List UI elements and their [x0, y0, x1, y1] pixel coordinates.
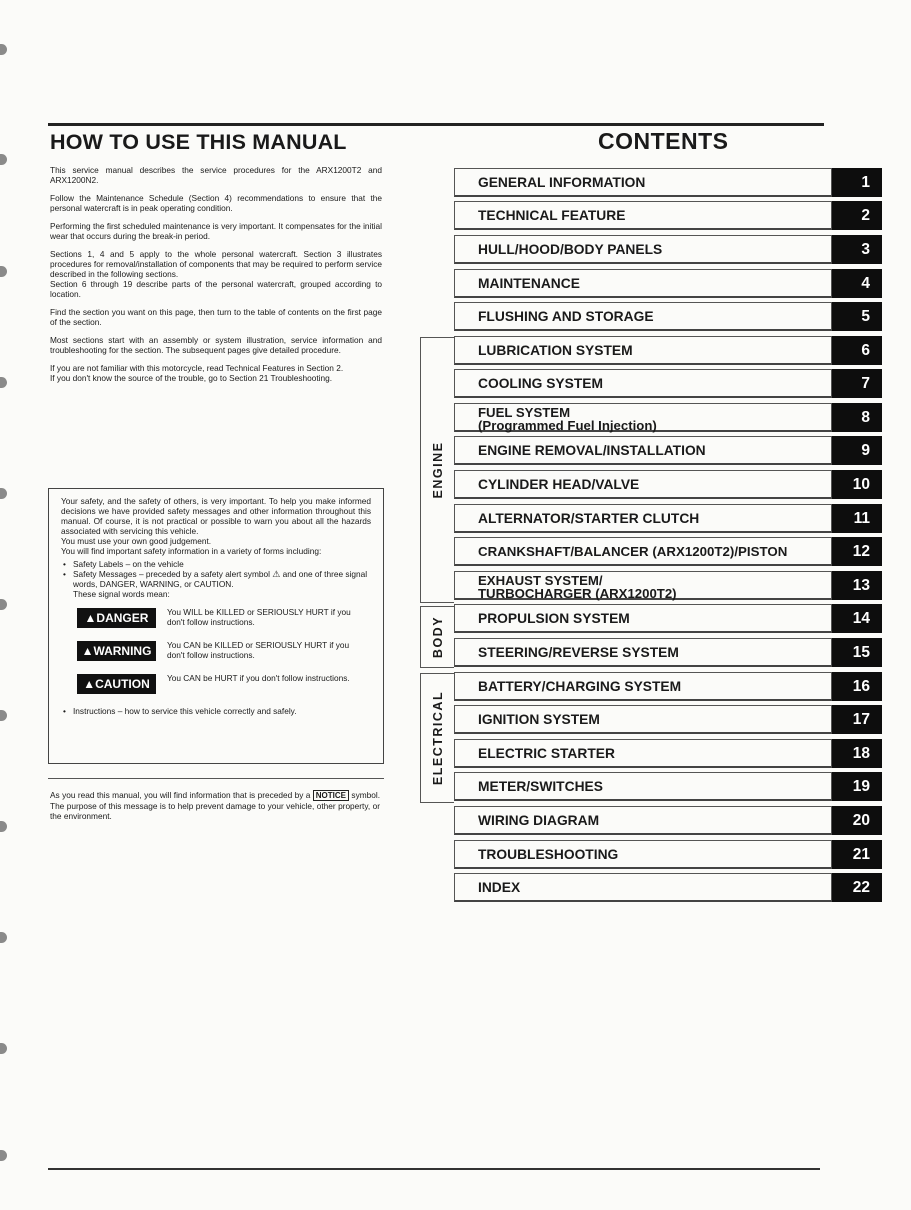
toc-title: INDEX [478, 880, 521, 895]
group-engine [420, 337, 454, 603]
paragraph: Performing the first scheduled maintenance is very important. It compensates for the initial wear that occurs during the break-in period. [50, 221, 382, 241]
toc-title: MAINTENANCE [478, 276, 580, 291]
toc-title: LUBRICATION SYSTEM [478, 343, 633, 358]
paragraph: Most sections start with an assembly or system illustration, service information and troubleshooting for the section. The subsequent pages give detailed procedure. [50, 335, 382, 355]
contents-title: CONTENTS [598, 128, 729, 154]
toc-number-tab: 11 [832, 504, 882, 533]
toc-item[interactable] [454, 638, 882, 667]
binder-hole-mark [0, 932, 7, 943]
toc-number-tab: 9 [832, 436, 882, 465]
toc-title: EXHAUST SYSTEM/ TURBOCHARGER (ARX1200T2) [478, 573, 677, 601]
toc-item[interactable] [454, 470, 882, 499]
binder-hole-mark [0, 377, 7, 388]
toc-item[interactable] [454, 504, 882, 533]
toc-item[interactable] [454, 604, 882, 633]
toc-item[interactable] [454, 537, 882, 566]
toc-number-tab: 13 [832, 571, 882, 600]
toc-number-tab: 5 [832, 302, 882, 331]
toc-number-tab: 8 [832, 403, 882, 432]
binder-hole-mark [0, 1043, 7, 1054]
bullet-instructions: • Instructions – how to service this vehicle correctly and safely. [63, 706, 297, 716]
section-title: HOW TO USE THIS MANUAL [50, 130, 347, 154]
toc-number-tab: 14 [832, 604, 882, 633]
notice-paragraph: As you read this manual, you will find information that is preceded by a NOTICE symbol. The purpose of this message is to help prevent damage to your vehicle, other property, or the environment. [50, 790, 381, 821]
group-electrical [420, 673, 454, 803]
toc-number-tab: 19 [832, 772, 882, 801]
paragraph: Sections 1, 4 and 5 apply to the whole personal watercraft. Section 3 illustrates procedures for removal/installation of components that may be required to perform service described in the following sections. [50, 249, 382, 279]
caution-text: You CAN be HURT if you don't follow instructions. [167, 673, 350, 683]
toc-item[interactable] [454, 772, 882, 801]
divider [48, 778, 384, 779]
toc-item[interactable] [454, 739, 882, 768]
binder-hole-mark [0, 266, 7, 277]
toc-title: STEERING/REVERSE SYSTEM [478, 645, 679, 660]
toc-item[interactable] [454, 571, 882, 600]
toc-item[interactable] [454, 403, 882, 432]
binder-hole-mark [0, 44, 7, 55]
toc-title: ELECTRIC STARTER [478, 746, 615, 761]
signal-caution [61, 671, 371, 698]
safety-forms: You will find important safety information in a variety of forms including: [61, 546, 322, 556]
toc-item[interactable] [454, 369, 882, 398]
toc-number-tab: 6 [832, 336, 882, 365]
bullet-glyph: • [63, 559, 66, 569]
toc-number-tab: 16 [832, 672, 882, 701]
toc-number-tab: 3 [832, 235, 882, 264]
toc-title: ALTERNATOR/STARTER CLUTCH [478, 511, 700, 526]
toc-number-tab: 20 [832, 806, 882, 835]
group-label-electrical: ELECTRICAL [430, 690, 445, 786]
binder-hole-mark [0, 154, 7, 165]
toc-number-tab: 4 [832, 269, 882, 298]
toc-item[interactable] [454, 672, 882, 701]
toc-item[interactable] [454, 235, 882, 264]
signal-danger [61, 605, 371, 632]
paragraph: If you are not familiar with this motorcycle, read Technical Features in Section 2. [50, 363, 344, 373]
toc-item[interactable] [454, 269, 882, 298]
toc-item[interactable] [454, 436, 882, 465]
toc-number-tab: 2 [832, 201, 882, 230]
paragraph: Section 6 through 19 describe parts of the personal watercraft, grouped according to location. [50, 279, 382, 299]
bullet-safety-messages: • Safety Messages – preceded by a safety alert symbol ⚠ and one of three signal words, DANGER, WARNING, or CAUTION. These signal words mean: [63, 569, 368, 599]
toc-title: COOLING SYSTEM [478, 376, 603, 391]
toc-item[interactable] [454, 201, 882, 230]
signal-warning [61, 638, 371, 665]
toc-number-tab: 21 [832, 840, 882, 869]
toc-title: WIRING DIAGRAM [478, 813, 600, 828]
bottom-rule [48, 1168, 820, 1170]
toc-title: CYLINDER HEAD/VALVE [478, 477, 640, 492]
group-body [420, 606, 454, 668]
binder-hole-mark [0, 710, 7, 721]
how-to-use-section [50, 130, 382, 391]
toc-item[interactable] [454, 806, 882, 835]
toc-title: PROPULSION SYSTEM [478, 611, 630, 626]
toc-item[interactable] [454, 336, 882, 365]
bullet-safety-labels: • Safety Labels – on the vehicle [63, 559, 184, 569]
toc-title: GENERAL INFORMATION [478, 175, 646, 190]
group-label-body: BODY [430, 615, 445, 659]
toc-title: CRANKSHAFT/BALANCER (ARX1200T2)/PISTON [478, 544, 788, 559]
bullet-glyph: • [63, 569, 66, 579]
toc-item[interactable] [454, 873, 882, 902]
paragraph: Find the section you want on this page, then turn to the table of contents on the first page of the section. [50, 307, 382, 327]
safety-message-box [48, 488, 384, 764]
top-rule [48, 123, 824, 126]
binder-hole-mark [0, 821, 7, 832]
group-label-engine: ENGINE [430, 441, 445, 499]
toc-number-tab: 10 [832, 470, 882, 499]
danger-label: ▲DANGER [77, 608, 156, 628]
toc-title: FLUSHING AND STORAGE [478, 309, 654, 324]
safety-judgement: You must use your own good judgement. [61, 536, 212, 546]
bullet-glyph: • [63, 706, 66, 716]
toc-title: IGNITION SYSTEM [478, 712, 600, 727]
notice-symbol: NOTICE [313, 790, 349, 801]
toc-title: HULL/HOOD/BODY PANELS [478, 242, 663, 257]
toc-number-tab: 12 [832, 537, 882, 566]
toc-title: TECHNICAL FEATURE [478, 208, 626, 223]
paragraph: This service manual describes the service procedures for the ARX1200T2 and ARX1200N2. [50, 165, 382, 185]
toc-number-tab: 17 [832, 705, 882, 734]
danger-text: You WILL be KILLED or SERIOUSLY HURT if you don't follow instructions. [167, 607, 351, 627]
toc-number-tab: 15 [832, 638, 882, 667]
toc-title: METER/SWITCHES [478, 779, 603, 794]
safety-intro: Your safety, and the safety of others, is very important. To help you make informed decisions we have provided safety messages and other information throughout this manual. Of course, it is not practical or possible to warn you about all the hazards associated with servicing this vehicle. [61, 496, 371, 536]
toc-title: ENGINE REMOVAL/INSTALLATION [478, 443, 706, 458]
binder-hole-mark [0, 488, 7, 499]
caution-label: ▲CAUTION [77, 674, 156, 694]
paragraph: Follow the Maintenance Schedule (Section 4) recommendations to ensure that the personal watercraft is in peak operating condition. [50, 193, 382, 213]
toc-item[interactable] [454, 705, 882, 734]
safety-alert-icon: ⚠ [272, 569, 281, 579]
toc-number-tab: 22 [832, 873, 882, 902]
paragraph: If you don't know the source of the trouble, go to Section 21 Troubleshooting. [50, 373, 333, 383]
toc-title: FUEL SYSTEM (Programmed Fuel Injection) [478, 405, 657, 433]
warning-label: ▲WARNING [77, 641, 156, 661]
toc-number-tab: 18 [832, 739, 882, 768]
binder-hole-mark [0, 599, 7, 610]
binder-hole-mark [0, 1150, 7, 1161]
warning-text: You CAN be KILLED or SERIOUSLY HURT if you don't follow instructions. [167, 640, 350, 660]
toc-item[interactable] [454, 840, 882, 869]
toc-title: BATTERY/CHARGING SYSTEM [478, 679, 682, 694]
toc-number-tab: 7 [832, 369, 882, 398]
toc-number-tab: 1 [832, 168, 882, 197]
toc-title: TROUBLESHOOTING [478, 847, 619, 862]
toc-item[interactable] [454, 302, 882, 331]
toc-item[interactable] [454, 168, 882, 197]
